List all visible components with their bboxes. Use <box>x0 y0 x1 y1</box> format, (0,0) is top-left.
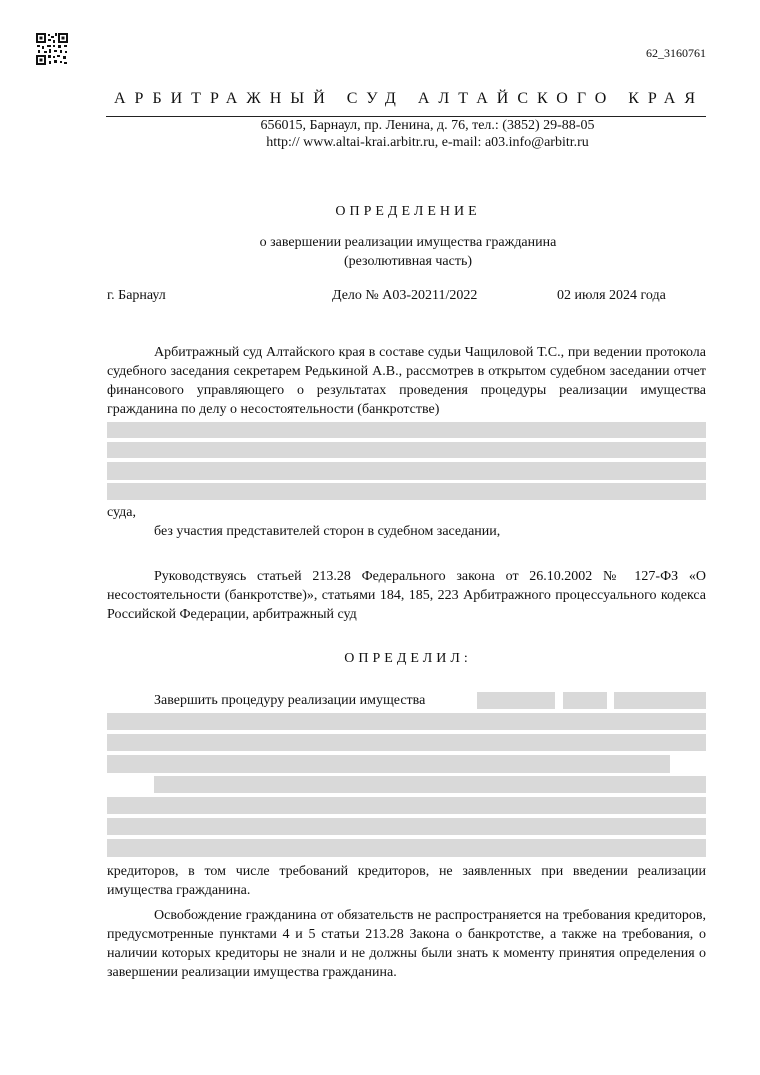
paragraph-legal-basis <box>107 567 706 624</box>
redacted-text <box>477 692 555 709</box>
header-divider <box>106 116 706 117</box>
redacted-text <box>154 776 706 793</box>
redacted-text <box>107 422 706 438</box>
document-date: 02 июля 2024 года <box>557 288 666 303</box>
paragraph-intro-tail: суда, <box>107 505 136 520</box>
paragraph-intro-text: Арбитражный суд Алтайского края в составе судьи Чащиловой Т.С., при ведении протокола судебного заседания секретарем Редькиной А.В., рассмотрев в открытом судебном заседании отчет финансового управляющего о результатах проведения процедуры реализации имущества гражданина по делу о несостоятельности (банкротстве) <box>107 345 706 417</box>
document-subject-note: (резолютивная часть) <box>343 254 473 269</box>
qr-code <box>36 33 68 65</box>
document-number: 62_3160761 <box>646 46 706 60</box>
court-web-contacts: http:// www.altai-krai.arbitr.ru, e-mail: a03.info@arbitr.ru <box>266 135 589 150</box>
city: г. Барнаул <box>107 288 166 303</box>
redacted-text <box>614 692 706 709</box>
paragraph-intro <box>107 343 706 419</box>
paragraph-exemptions <box>107 906 706 982</box>
paragraph-creditors: кредиторов, в том числе требований кредиторов, не заявленных при введении реализации имущества гражданина. <box>107 864 706 898</box>
paragraph-exemptions-text: Освобождение гражданина от обязательств не распространяется на требования кредиторов, предусмотренные пунктами 4 и 5 статьи 213.28 Закона о банкротстве, а также на требования, о наличии которых кредиторы не знали и не должны были знать к моменту принятия определения о завершении реализации имущества гражданина. <box>107 908 706 980</box>
decision-start: Завершить процедуру реализации имущества <box>154 693 426 708</box>
redacted-text <box>107 462 706 480</box>
redacted-text <box>107 734 706 751</box>
case-number: Дело № А03-20211/2022 <box>332 288 478 303</box>
decision-heading: ОПРЕДЕЛИЛ: <box>344 651 472 666</box>
redacted-text <box>107 839 706 857</box>
redacted-text <box>563 692 607 709</box>
redacted-text <box>107 442 706 458</box>
redacted-text <box>107 483 706 500</box>
paragraph-legal-basis-text: Руководствуясь статьей 213.28 Федерального закона от 26.10.2002 № 127-ФЗ «О несостоятельности (банкротстве)», статьями 184, 185, 223 Арбитражного процессуального кодекса Российской Федерации, арбитражный суд <box>107 569 706 622</box>
redacted-text <box>107 713 706 730</box>
redacted-text <box>107 755 670 773</box>
document-type: ОПРЕДЕЛЕНИЕ <box>335 204 481 219</box>
redacted-text <box>107 818 706 835</box>
court-name: АРБИТРАЖНЫЙ СУД АЛТАЙСКОГО КРАЯ <box>113 90 704 107</box>
court-address: 656015, Барнаул, пр. Ленина, д. 76, тел.: (3852) 29-88-05 <box>260 118 595 133</box>
paragraph-parties: без участия представителей сторон в судебном заседании, <box>154 524 501 539</box>
redacted-text <box>107 797 706 814</box>
document-subject: о завершении реализации имущества гражданина <box>259 235 557 250</box>
